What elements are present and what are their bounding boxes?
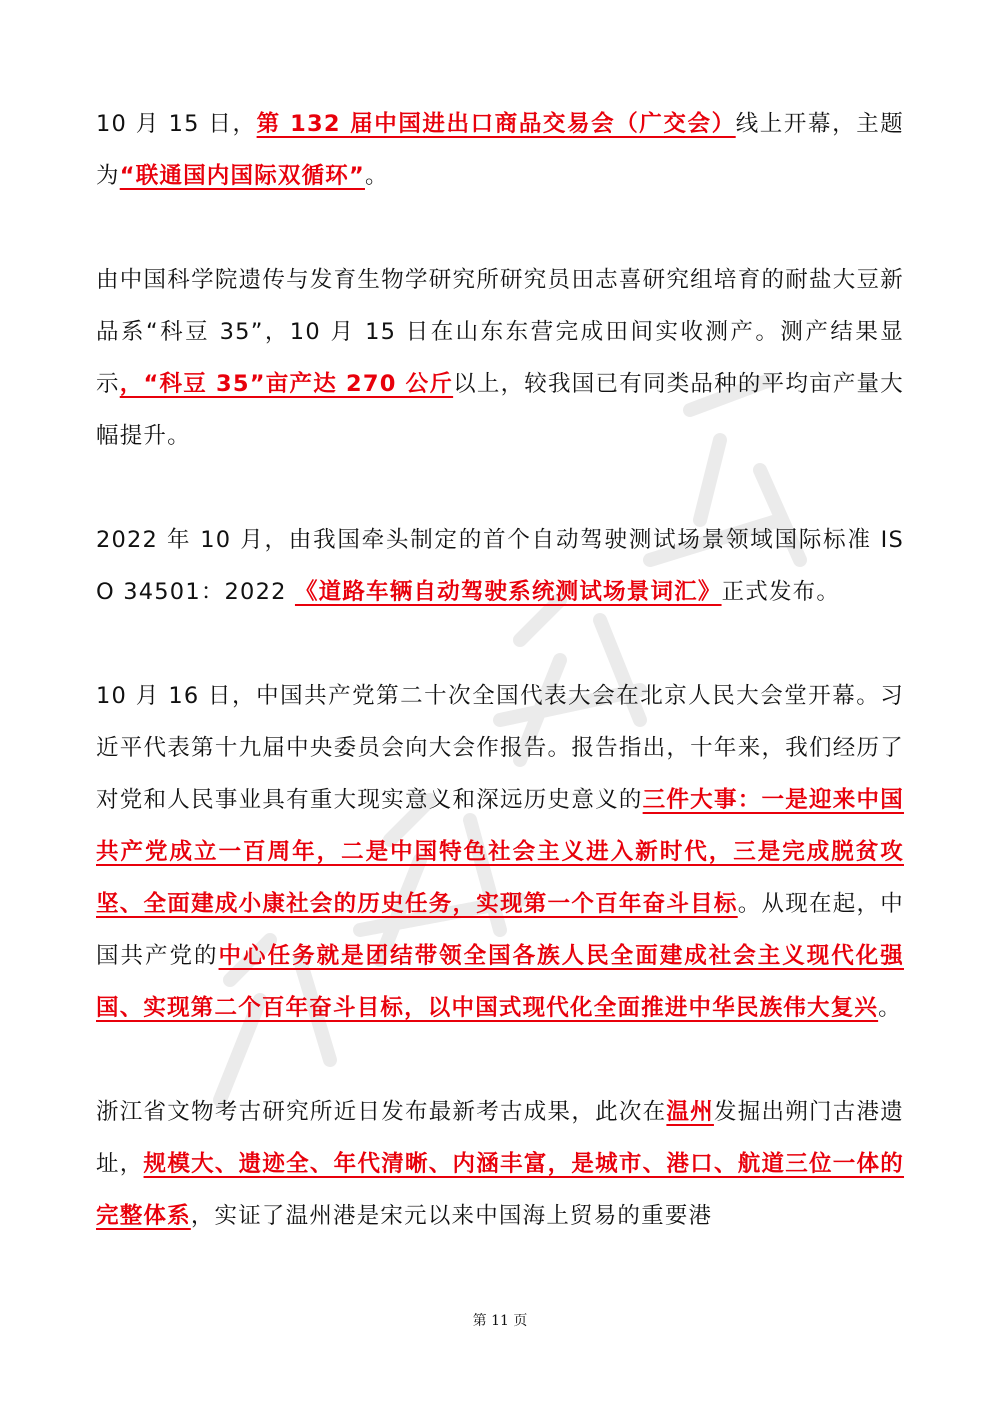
body-text: 。 bbox=[878, 995, 902, 1021]
body-text: 线上开幕，主题为 bbox=[96, 111, 904, 189]
body-text: 正式发布。 bbox=[721, 579, 841, 605]
highlighted-text: 温州 bbox=[666, 1099, 714, 1125]
highlighted-text: 三件大事：一是迎来中国共产党成立一百周年，二是中国特色社会主义进入新时代，三是完成脱贫攻坚、全面建成小康社会的历史任务，实现第一个百年奋斗目标 bbox=[96, 787, 905, 917]
highlighted-text: 中心任务就是团结带领全国各族人民全面建成社会主义现代化强国、实现第二个百年奋斗目标，以中国式现代化全面推进中华民族伟大复兴 bbox=[96, 943, 904, 1021]
body-text: 2022 年 10 月，由我国牵头制定的首个自动驾驶测试场景领域国际标准 ISO 34501：2022 bbox=[96, 527, 904, 605]
body-text: 发掘出朔门古港遗址， bbox=[96, 1099, 904, 1177]
body-text: 。 bbox=[364, 163, 389, 189]
paragraph-canton-fair bbox=[96, 98, 904, 202]
body-text: 由中国科学院遗传与发育生物学研究所研究员田志喜研究组培育的耐盐大豆新品系“科豆 35”，10 月 15 日在山东东营完成田间实收测产。测产结果显示 bbox=[96, 267, 904, 397]
page-number: 第 11 页 bbox=[472, 1313, 528, 1329]
body-text: ，实证了温州港是宋元以来中国海上贸易的重要港 bbox=[190, 1203, 713, 1229]
highlighted-text: 规模大、遗迹全、年代清晰、内涵丰富，是城市、港口、航道三位一体的完整体系 bbox=[96, 1151, 905, 1229]
body-text: 。从现在起，中国共产党的 bbox=[96, 891, 905, 969]
paragraph-soybean bbox=[96, 254, 904, 462]
highlighted-text: “联通国内国际双循环” bbox=[119, 163, 365, 189]
paragraph-wenzhou-port bbox=[96, 1086, 904, 1242]
paragraph-iso-standard bbox=[96, 514, 904, 618]
body-text: 10 月 16 日，中国共产党第二十次全国代表大会在北京人民大会堂开幕。习近平代表第十九届中央委员会向大会作报告。报告指出，十年来，我们经历了对党和人民事业具有重大现实意义和深远历史意义的 bbox=[96, 683, 904, 813]
body-text: 浙江省文物考古研究所近日发布最新考古成果，此次在 bbox=[96, 1099, 667, 1125]
highlighted-text: ，“科豆 35”亩产达 270 公斤 bbox=[119, 371, 454, 397]
paragraph-party-congress bbox=[96, 670, 904, 1034]
body-text: 以上，较我国已有同类品种的平均亩产量大幅提升。 bbox=[96, 371, 904, 449]
body-text: 10 月 15 日， bbox=[96, 111, 257, 137]
article-body bbox=[96, 98, 904, 1294]
highlighted-text: 《道路车辆自动驾驶系统测试场景词汇》 bbox=[294, 579, 722, 605]
highlighted-text: 第 132 届中国进出口商品交易会（广交会） bbox=[256, 111, 736, 137]
